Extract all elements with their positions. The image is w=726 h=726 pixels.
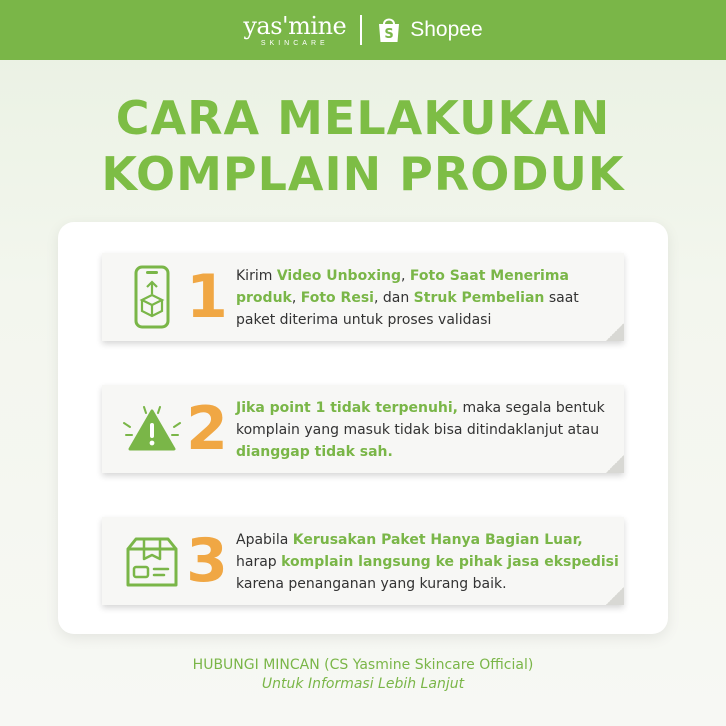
title-line-1: CARA MELAKUKAN <box>115 91 611 145</box>
page-curl <box>606 323 624 341</box>
warning-icon <box>122 397 182 461</box>
brand-logo <box>243 11 347 47</box>
brand-sub: SKINCARE <box>260 39 329 47</box>
brand-name: yas'mine <box>243 11 347 40</box>
step-text: Jika point 1 tidak terpenuhi, maka segala bentuk komplain yang masuk tidak bisa ditindaklanjut atau dianggap tidak sah. <box>236 400 605 460</box>
page-curl <box>606 455 624 473</box>
shopee-logo <box>376 16 482 44</box>
footer-line-1: HUBUNGI MINCAN (CS Yasmine Skincare Official) <box>192 657 534 673</box>
page-title <box>0 90 726 202</box>
footer-line-2: Untuk Informasi Lebih Lanjut <box>261 676 465 692</box>
step-number: 3 <box>186 526 228 596</box>
phone-box-icon <box>122 265 182 329</box>
shopee-bag-icon <box>376 16 402 44</box>
page-curl <box>606 587 624 605</box>
package-icon <box>122 529 182 593</box>
footer-contact <box>0 656 726 694</box>
partner-name: Shopee <box>410 18 483 41</box>
header-bar <box>0 0 726 60</box>
header-divider <box>360 15 362 45</box>
step-3 <box>102 517 624 605</box>
step-number: 2 <box>186 394 228 464</box>
title-line-2: KOMPLAIN PRODUK <box>101 147 625 201</box>
svg-text:S: S <box>384 27 394 42</box>
step-number: 1 <box>186 262 228 332</box>
step-text: Kirim Video Unboxing, Foto Saat Menerima produk, Foto Resi, dan Struk Pembelian saat paket diterima untuk proses validasi <box>236 268 579 328</box>
step-2 <box>102 385 624 473</box>
step-text: Apabila Kerusakan Paket Hanya Bagian Luar, harap komplain langsung ke pihak jasa ekspedisi karena penanganan yang kurang baik. <box>236 532 619 592</box>
step-1 <box>102 253 624 341</box>
